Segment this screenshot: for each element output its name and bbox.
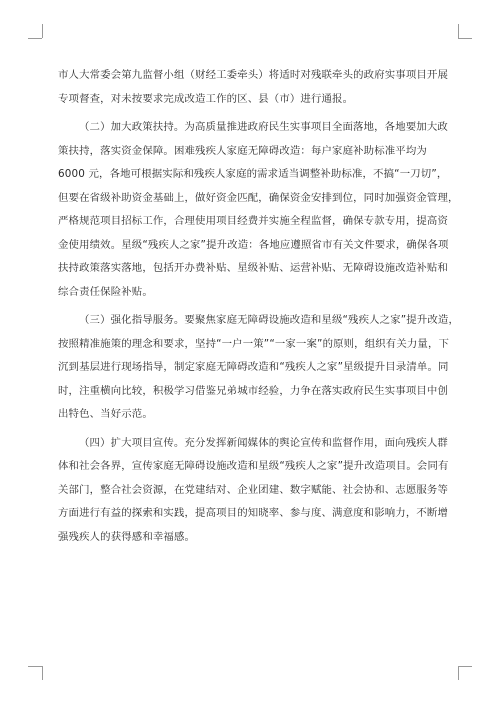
crop-mark-top-left-h [28, 38, 42, 39]
text-line: 强残疾人的获得感和幸福感。 [58, 530, 196, 543]
text-line: 扶持政策落实落地，包括开办费补贴、星级补贴、运营补贴、无障碍设施改造补贴和 [58, 262, 448, 274]
crop-mark-bottom-right-h [458, 666, 472, 667]
document-body [58, 64, 459, 549]
text-line: （二）加大政策扶持。为高质量推进政府民生实事项目全面落地，各地要加大政 [79, 121, 448, 133]
text-line: 方面进行有益的探索和实践，提高项目的知晓率、参与度、满意度和影响力，不断增 [58, 507, 448, 519]
crop-mark-top-left-v [42, 24, 43, 38]
crop-mark-bottom-left-v [42, 666, 43, 680]
text-line: 时，注重横向比较，积极学习借鉴兄弟城市经验，力争在落实政府民生实事项目中创 [58, 384, 448, 397]
crop-mark-bottom-left-h [28, 666, 42, 667]
paragraph-policy-support [58, 116, 459, 304]
text-line: 关部门，整合社会资源，在党建结对、企业团建、数字赋能、社会协和、志愿服务等 [58, 483, 448, 496]
paragraph-guidance-service [58, 309, 459, 427]
text-line: 严格规范项目招标工作，合理使用项目经费并实施全程监督，确保专款专用，提高资 [58, 215, 448, 227]
text-line: 但要在省级补助资金基础上，做好资金匹配，确保资金安排到位，同时加强资金管理， [58, 191, 459, 204]
text-line: 出特色、当好示范。 [58, 408, 153, 420]
paragraph-project-publicity [58, 432, 449, 550]
crop-mark-top-right-v [458, 24, 459, 38]
text-line: 金使用绩效。星级“残疾人之家”提升改造：各地应遵照省市有关文件要求，确保各项 [58, 238, 449, 251]
text-line: 专项督查，对未按要求完成改造工作的区、县（市）进行通报。 [58, 92, 354, 105]
crop-mark-top-right-h [458, 38, 472, 39]
text-line: 市人大常委会第九监督小组（财经工委牵头）将适时对残联牵头的政府实事项目开展 [58, 69, 448, 81]
text-line: 策扶持，落实资金保障。困难残疾人家庭无障碍改造：每户家庭补助标准平均为 [58, 144, 427, 157]
text-line: 6000 元，各地可根据实际和残疾人家庭的需求适当调整补助标准，不搞“一刀切”， [58, 168, 448, 180]
text-line: （四）扩大项目宣传。充分发挥新闻媒体的舆论宣传和监督作用，面向残疾人群 [79, 436, 448, 449]
text-line: 沉到基层进行现场指导，制定家庭无障碍改造和“残疾人之家”星级提升目录清单。同 [58, 361, 449, 373]
paragraph-continuation [58, 64, 448, 111]
text-line: 体和社会各界，宣传家庭无障碍设施改造和星级“残疾人之家”提升改造项目。会同有 [58, 460, 449, 472]
crop-mark-bottom-right-v [458, 666, 459, 680]
text-line: 按照精准施策的理念和要求，坚持“一户一策”“一家一案”的原则，组织有关力量，下 [58, 337, 450, 350]
text-line: （三）强化指导服务。要聚焦家庭无障碍设施改造和星级“残疾人之家”提升改造， [79, 314, 459, 326]
text-line: 综合责任保险补贴。 [58, 285, 153, 298]
